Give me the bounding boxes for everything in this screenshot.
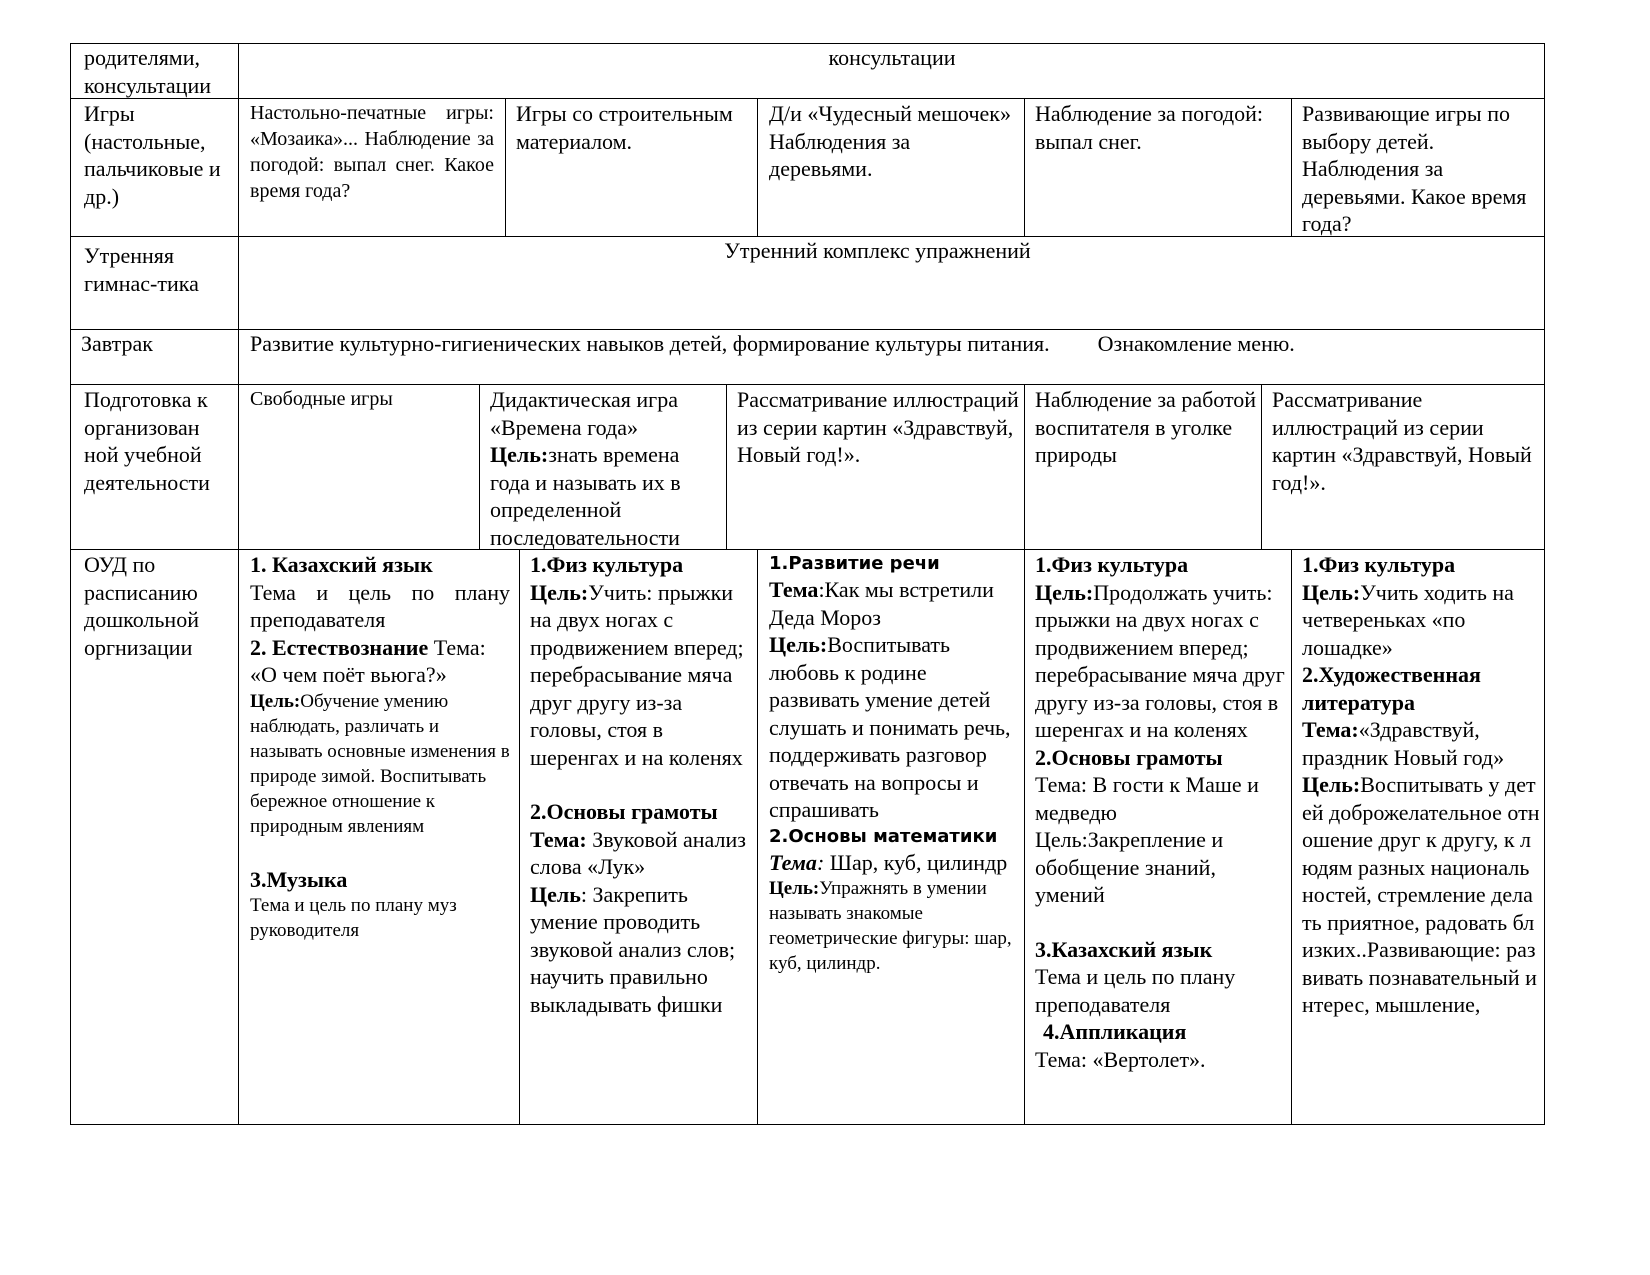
subject-heading: 2.Основы математики (769, 825, 998, 847)
subject-heading: 2.Основы грамоты (1035, 744, 1223, 770)
table-border (519, 549, 520, 1124)
games-monday (250, 100, 494, 204)
row-label-text: ОУД по расписанию дошкольной оргнизации (84, 552, 199, 660)
row-label-text: Утренняя гимнас-тика (84, 243, 199, 296)
theme-label: Тема (769, 849, 817, 875)
goal-label: Цель (530, 881, 581, 907)
table-border (1261, 384, 1262, 549)
prep-wednesday (737, 386, 1020, 469)
cell-text: Тема: В гости к Маше и медведю (1035, 772, 1259, 825)
row-label-text: Игры (настольные, пальчиковые и др.) (84, 101, 221, 209)
cell-text: «О чем поёт вьюга?» (250, 662, 447, 687)
games-wednesday (769, 100, 1019, 183)
prep-thursday (1035, 386, 1257, 469)
cell-text: Воспитывать любовь к родине развивать умение детей слушать и понимать речь, поддерживать разговор отвечать на вопросы и спрашивать (769, 632, 1011, 822)
table-border (757, 549, 758, 1124)
row-label-gymnastics (84, 242, 214, 297)
table-border (70, 384, 1545, 385)
goal-label: Цель: (1035, 579, 1094, 605)
row-content-breakfast (250, 330, 1540, 358)
row-label-breakfast (81, 330, 231, 358)
row-label-preparation (84, 386, 234, 496)
prep-monday (250, 386, 475, 412)
cell-text: знать времена года и называть их в определенной последовательности (490, 442, 681, 550)
subject-heading: 1.Физ культура (1302, 552, 1456, 577)
goal-label: Цель: (1302, 579, 1361, 605)
cell-text: Тема и цель по плану преподавателя (1035, 964, 1236, 1017)
subject-heading: 3.Музыка (250, 866, 348, 892)
cell-text: Наблюдение за погодой: выпал снег. (1035, 101, 1264, 154)
cell-text: Ознакомление меню. (1097, 331, 1295, 356)
subject-heading: 1. Казахский язык (250, 552, 433, 577)
table-border (1291, 549, 1292, 1124)
cell-text: Учить ходить на четвереньках «по лошадке» (1302, 579, 1514, 660)
cell-text: Развивающие игры по выбору детей. Наблюдения за деревьями. Какое время года? (1302, 101, 1527, 236)
table-border (1024, 549, 1025, 1124)
cell-text: Тема и цель по плану муз руководителя (250, 895, 457, 941)
cell-text: Тема и цель по плану преподавателя (250, 579, 510, 632)
cell-text: «Здравствуй, праздник Новый год» (1302, 717, 1505, 770)
cell-text: Шар, куб, цилиндр (824, 849, 1008, 875)
subject-heading: 1.Физ культура (1035, 552, 1189, 577)
row-label-schedule (84, 551, 234, 661)
theme-label: Тема: (1302, 717, 1359, 742)
table-border (757, 98, 758, 236)
table-border (70, 1124, 1545, 1125)
goal-label: Цель: (250, 690, 301, 712)
cell-text: Воспитывать у детей доброжелательное отношение друг к другу, к людям разных национальностей, стремление делать приятное, радовать близких..Развивающие: развивать познавательный интерес, мышление, (1302, 772, 1540, 1017)
row-label-text: Подготовка к организован ной учебной деятельности (84, 387, 210, 495)
games-tuesday (516, 100, 752, 155)
subject-heading: 2. Естествознание (250, 634, 429, 660)
schedule-monday (250, 551, 510, 1121)
table-border (1024, 98, 1025, 236)
cell-text: Цель:Закрепление и обобщение знаний, умений (1035, 827, 1224, 907)
row-label-parents (84, 44, 234, 99)
schedule-thursday (1035, 551, 1287, 1121)
cell-text: Учить: прыжки на двух ногах с продвижением вперед; перебрасывание мяча друг другу из-за головы, стоя в шеренгах и на коленях (530, 579, 744, 770)
goal-label: Цель: (490, 442, 549, 467)
prep-tuesday (490, 386, 723, 551)
schedule-friday (1302, 551, 1540, 1124)
table-border (70, 43, 71, 1125)
goal-label: Цель: (769, 878, 820, 899)
cell-text: Развитие культурно-гигиенических навыков детей, формирование культуры питания. (250, 331, 1050, 356)
subject-heading: 4.Аппликация (1043, 1019, 1187, 1044)
games-friday (1302, 100, 1540, 238)
subject-heading: 2.Художественная литература (1302, 662, 1481, 715)
goal-label: Цель: (530, 579, 589, 605)
table-border (479, 384, 480, 549)
cell-text: : Закрепить умение проводить звуковой анализ слов; научить правильно выкладывать фишки (530, 881, 736, 1017)
row-label-games (84, 100, 234, 210)
table-border (505, 98, 506, 236)
cell-text: Упражнять в умении называть знакомые геометрические фигуры: шар, куб, цилиндр. (769, 878, 1012, 974)
row-label-text: Завтрак (81, 331, 153, 356)
cell-text: Обучение умению наблюдать, различать и называть основные изменения в природе зимой. Воспитывать бережное отношение к природным явлениям (250, 690, 510, 837)
cell-text: Свободные игры (250, 388, 393, 410)
cell-text: :Как мы встретили Деда Мороз (769, 577, 994, 630)
games-thursday (1035, 100, 1285, 155)
schedule-wednesday (769, 551, 1019, 1121)
table-border (238, 43, 239, 1125)
cell-text: Продолжать учить: прыжки на двух ногах с продвижением вперед; перебрасывание мяча друг другу из-за головы, стоя в шеренгах и на коленях (1035, 579, 1285, 742)
theme-label: Тема: (530, 826, 587, 852)
cell-text: Дидактическая игра «Времена года» (490, 387, 678, 440)
row-content-gymnastics (240, 237, 1515, 265)
cell-text: Д/и «Чудесный мешочек» Наблюдения за деревьями. (769, 101, 1011, 181)
table-border (70, 98, 1545, 99)
cell-text: Игры со строительным материалом. (516, 101, 733, 154)
cell-text: Настольно-печатные игры: «Мозаика»... Наблюдение за погодой: выпал снег. Какое время года? (250, 102, 494, 202)
subject-heading: 2.Основы грамоты (530, 799, 718, 824)
theme-label: Тема (769, 577, 819, 602)
subject-heading: 1.Развитие речи (769, 553, 940, 574)
table-border (1291, 98, 1292, 236)
cell-text: Звуковой анализ слова «Лук» (530, 826, 746, 879)
table-border (726, 384, 727, 549)
cell-text: : (816, 849, 825, 875)
cell-text: Тема: «Вертолет». (1035, 1046, 1206, 1072)
cell-text: консультации (828, 45, 956, 70)
table-border (1544, 43, 1545, 1125)
subject-heading: 3.Казахский язык (1035, 936, 1213, 962)
cell-text: Рассматривание иллюстраций из серии картин «Здравствуй, Новый год!». (1272, 387, 1532, 495)
goal-label: Цель: (1302, 772, 1361, 797)
schedule-tuesday (530, 551, 752, 1124)
cell-text: Утренний комплекс упражнений (724, 238, 1031, 263)
table-border (70, 549, 1545, 550)
subject-heading: 1.Физ культура (530, 552, 684, 577)
table-border (1024, 384, 1025, 549)
row-content-consultations (240, 44, 1544, 72)
row-label-text: родителями, консультации (84, 45, 211, 98)
prep-friday (1272, 386, 1540, 496)
cell-text: Тема: (428, 634, 486, 660)
cell-text: Рассматривание иллюстраций из серии картин «Здравствуй, Новый год!». (737, 387, 1019, 467)
goal-label: Цель: (769, 632, 828, 657)
cell-text: Наблюдение за работой воспитателя в уголке природы (1035, 387, 1257, 467)
